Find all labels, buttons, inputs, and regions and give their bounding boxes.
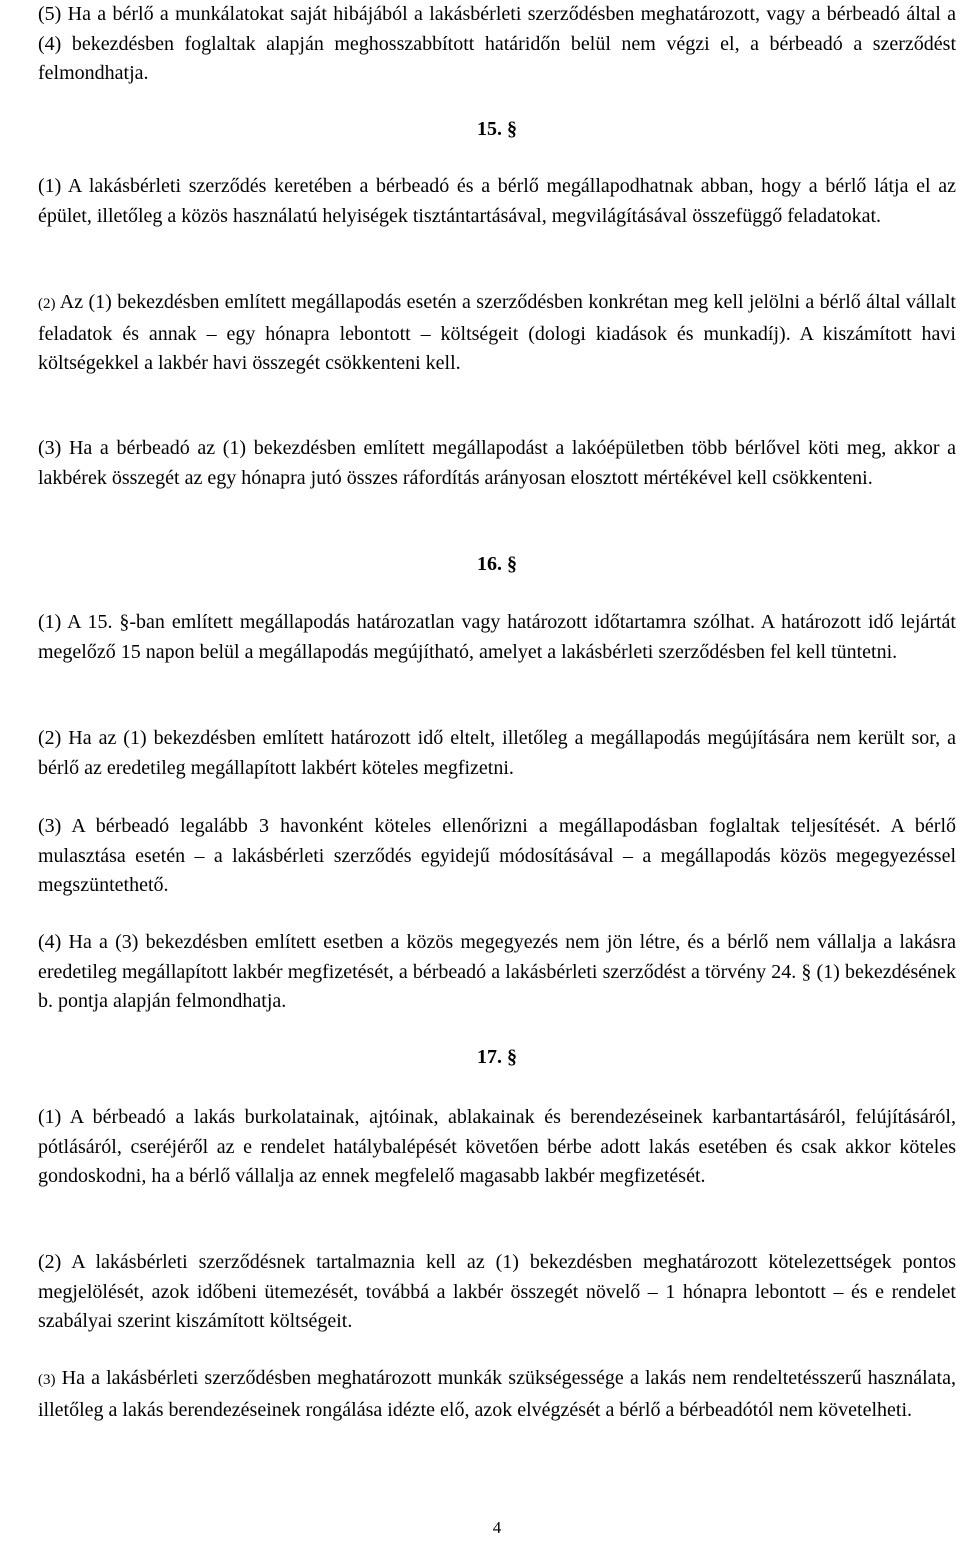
section-15-paragraph-2	[38, 288, 956, 379]
page-number: 4	[492, 1518, 502, 1537]
paragraph-number: (2)	[38, 296, 56, 312]
paragraph-text: A bérbeadó legalább 3 havonként köteles ellenőrizni a megállapodásban foglaltak teljesítését. A bérlő mulasztása esetén – a lakásbérleti szerződés egyidejű módosításával – a megállapodás közös megegyezéssel megszüntethető.	[38, 815, 956, 897]
paragraph-number: (1)	[38, 611, 62, 633]
paragraph-number: (3)	[38, 1372, 56, 1388]
section-17-paragraph-1	[38, 1103, 956, 1192]
paragraph-text: Ha a lakásbérleti szerződésben meghatározott munkák szükségessége a lakás nem rendeltetésszerű használata, illetőleg a lakás berendezéseinek rongálása idézte elő, azok elvégzését a bérlő a bérbeadótól nem követelheti.	[38, 1367, 956, 1421]
paragraph-number: (5)	[38, 3, 62, 25]
section-17-paragraph-3	[38, 1364, 956, 1425]
section-heading-15: 15. §	[477, 118, 517, 140]
paragraph-number: (2)	[38, 1251, 62, 1273]
paragraph-number: (1)	[38, 175, 62, 197]
paragraph-5	[38, 0, 956, 89]
paragraph-number: (3)	[38, 437, 62, 459]
section-heading-17: 17. §	[477, 1046, 517, 1068]
section-17-paragraph-2	[38, 1248, 956, 1337]
section-16-paragraph-4	[38, 928, 956, 1017]
paragraph-number: (2)	[38, 727, 62, 749]
section-16-paragraph-3	[38, 812, 956, 901]
paragraph-number: (3)	[38, 815, 62, 837]
document-page	[38, 0, 956, 1543]
paragraph-text: A lakásbérleti szerződésnek tartalmaznia kell az (1) bekezdésben meghatározott kötelezettségek pontos megjelölését, azok időbeni ütemezését, továbbá a lakbér összegét növelő – 1 hónapra lebontott – és e rendelet szabályai szerint kiszámított költségeit.	[38, 1251, 956, 1333]
paragraph-text: A bérbeadó a lakás burkolatainak, ajtóinak, ablakainak és berendezéseinek karbantartásáról, felújításáról, pótlásáról, cseréjéről az e rendelet hatálybalépését követően bérbe adott lakás esetében és csak akkor köteles gondoskodni, ha a bérlő vállalja az ennek megfelelő magasabb lakbér megfizetését.	[38, 1106, 956, 1188]
paragraph-number: (1)	[38, 1106, 62, 1128]
paragraph-text: Ha a (3) bekezdésben említett esetben a közös megegyezés nem jön létre, és a bérlő nem vállalja a lakásra eredetileg megállapított lakbér megfizetését, a bérbeadó a lakásbérleti szerződést a törvény 24. § (1) bekezdésének b. pontja alapján felmondhatja.	[38, 931, 956, 1013]
paragraph-number: (4)	[38, 931, 62, 953]
paragraph-text: A lakásbérleti szerződés keretében a bérbeadó és a bérlő megállapodhatnak abban, hogy a bérlő látja el az épület, illetőleg a közös használatú helyiségek tisztántartásával, megvilágításával összefüggő feladatokat.	[38, 175, 956, 227]
section-16-paragraph-1	[38, 608, 956, 667]
paragraph-text: Ha a bérlő a munkálatokat saját hibájából a lakásbérleti szerződésben meghatározott, vagy a bérbeadó által a (4) bekezdésben foglaltak alapján meghosszabbított határidőn belül nem végzi el, a bérbeadó a szerződést felmondhatja.	[38, 3, 956, 85]
section-15-paragraph-1	[38, 172, 956, 231]
paragraph-text: A 15. §-ban említett megállapodás határozatlan vagy határozott időtartamra szólhat. A határozott idő lejártát megelőző 15 napon belül a megállapodás megújítható, amelyet a lakásbérleti szerződésben fel kell tüntetni.	[38, 611, 956, 663]
paragraph-text: Ha az (1) bekezdésben említett határozott idő eltelt, illetőleg a megállapodás megújítására nem került sor, a bérlő az eredetileg megállapított lakbért köteles megfizetni.	[38, 727, 957, 779]
paragraph-text: Az (1) bekezdésben említett megállapodás esetén a szerződésben konkrétan meg kell jelölni a bérlő által vállalt feladatok és annak – egy hónapra lebontott – költségeit (dologi kiadások és munkadíj). A kiszámított havi költségekkel a lakbér havi összegét csökkenteni kell.	[38, 291, 956, 375]
paragraph-text: Ha a bérbeadó az (1) bekezdésben említett megállapodást a lakóépületben több bérlővel köti meg, akkor a lakbérek összegét az egy hónapra jutó összes ráfordítás arányosan elosztott mértékével kell csökkenteni.	[38, 437, 956, 489]
section-15-paragraph-3	[38, 434, 956, 493]
section-heading-16: 16. §	[477, 553, 517, 575]
section-16-paragraph-2	[38, 724, 956, 783]
